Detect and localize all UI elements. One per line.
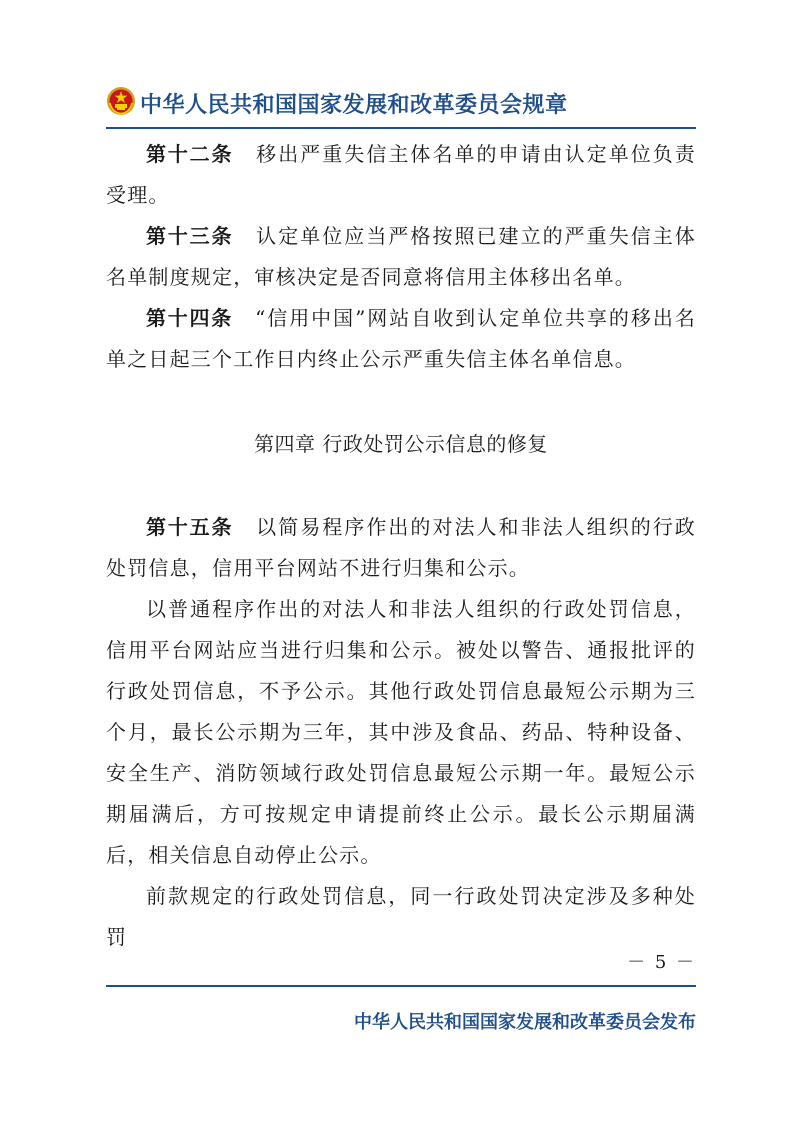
article-text: 认定单位应当严格按照已建立的严重失信主体名单制度规定，审核决定是否同意将信用主体移出名单。 [106,224,697,289]
article-text: 移出严重失信主体名单的申请由认定单位负责受理。 [106,142,697,207]
paragraph: 以普通程序作出的对法人和非法人组织的行政处罚信息，信用平台网站应当进行归集和公示。被处以警告、通报批评的行政处罚信息，不予公示。其他行政处罚信息最短公示期为三个月，最长公示期为三年，其中涉及食品、药品、特种设备、安全生产、消防领域行政处罚信息最短公示期一年。最短公示期届满后，方可按规定申请提前终止公示。最长公示期届满后，相关信息自动停止公示。 [106,597,696,867]
article-13 [106,216,696,298]
header-title: 中华人民共和国国家发展和改革委员会规章 [140,93,568,118]
article-12 [106,134,696,216]
article-text: “信用中国”网站自收到认定单位共享的移出名单之日起三个工作日内终止公示严重失信主体名单信息。 [106,306,696,371]
article-label: 第十四条 [146,306,234,330]
article-14 [106,298,696,380]
article-label: 第十二条 [146,142,234,166]
header-divider [106,127,696,129]
footer-publisher: 中华人民共和国国家发展和改革委员会发布 [354,1012,696,1033]
article-15 [106,507,696,589]
article-label: 第十三条 [146,224,234,248]
page-number: － 5 － [627,952,696,973]
page-header [106,84,696,124]
article-label: 第十五条 [146,515,234,539]
national-emblem-icon [106,86,136,116]
article-text: 以简易程序作出的对法人和非法人组织的行政处罚信息，信用平台网站不进行归集和公示。 [106,515,697,580]
paragraph: 前款规定的行政处罚信息，同一行政处罚决定涉及多种处罚 [106,884,696,949]
chapter-title: 第四章 行政处罚公示信息的修复 [254,432,548,456]
document-body [106,134,696,958]
footer-divider [106,985,696,987]
